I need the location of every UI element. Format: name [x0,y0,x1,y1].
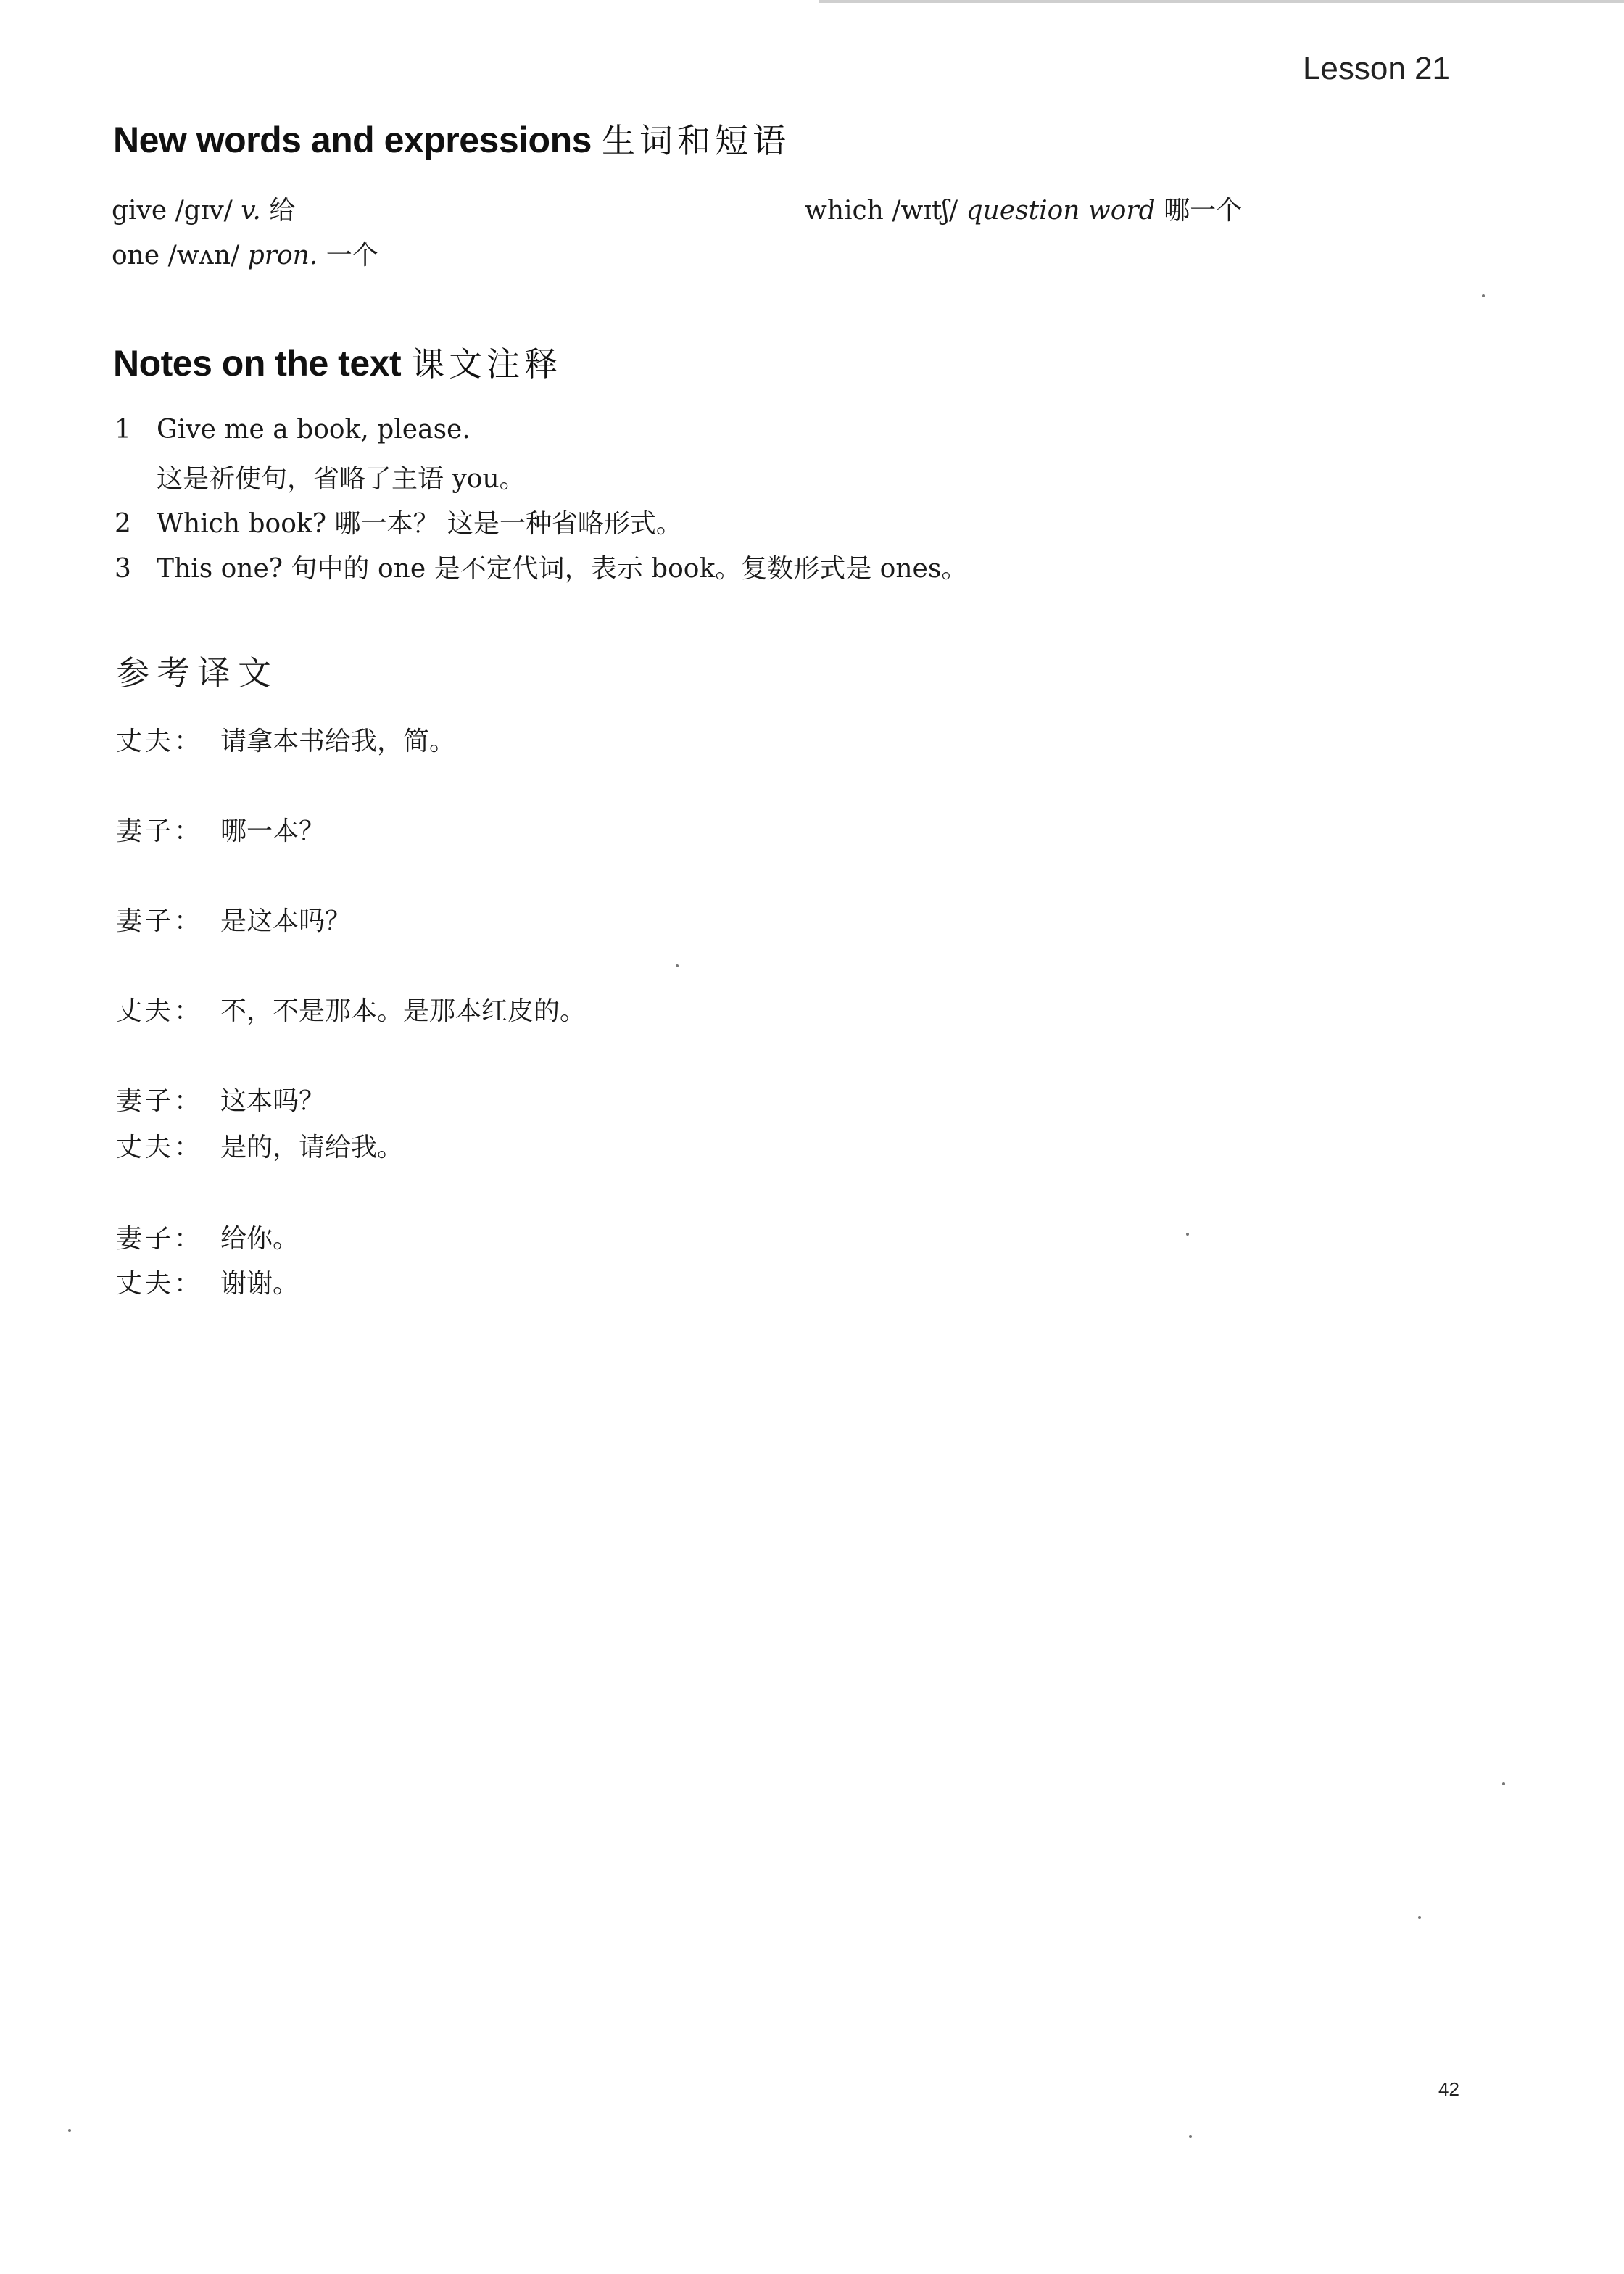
dialogue-line [116,991,586,1028]
dialogue-line [116,901,351,938]
dialogue-text: 哪一本？ [220,816,326,846]
note-text: Which book? 哪一本？ 这是一种省略形式。 [157,509,682,539]
speaker-label: 丈夫： [116,1133,204,1162]
dialogue-text: 是这本吗？ [220,906,352,936]
speaker-label: 丈夫： [116,996,204,1026]
vocab-entry-which [805,190,1242,227]
vocab-meaning: 给 [269,196,296,226]
new-words-title: New words and expressions [113,120,592,160]
vocab-word: give [112,196,167,226]
dialogue-line [116,721,455,758]
scan-speck [1186,1233,1189,1236]
vocab-phonetic: /wɪtʃ/ [892,196,958,226]
vocab-entry-one [112,235,378,272]
translation-title: 参考译文 [116,653,278,692]
vocab-word: which [805,196,884,226]
dialogue-text: 这本吗？ [220,1086,326,1116]
scan-speck [676,964,679,967]
scan-speck [1502,1782,1505,1785]
notes-title: Notes on the text [113,343,402,384]
scan-speck [1418,1916,1421,1919]
notes-title-cn: 课文注释 [411,344,563,384]
vocab-meaning: 哪一个 [1164,196,1243,226]
new-words-title-cn: 生词和短语 [601,121,790,160]
speaker-label: 妻子： [116,1086,204,1116]
dialogue-line [116,1218,299,1255]
vocab-pos: v. [241,196,261,226]
speaker-label: 妻子： [116,906,204,936]
vocab-entry-give [112,190,295,227]
dialogue-line [116,811,325,848]
note-item-2 [115,503,682,540]
note-item-1 [115,415,471,445]
vocab-phonetic: /wʌn/ [167,241,240,270]
dialogue-text: 谢谢。 [220,1269,299,1299]
dialogue-text: 是的，请给我。 [220,1133,404,1162]
dialogue-line [116,1127,403,1164]
scan-speck [1482,294,1485,297]
note-text: Give me a book, please. [157,415,471,445]
scan-speck [68,2129,71,2132]
dialogue-text: 不，不是那本。是那本红皮的。 [220,996,587,1026]
dialogue-text: 给你。 [220,1224,299,1254]
note-item-1-sub: 这是祈使句，省略了主语 you。 [157,464,526,494]
note-number: 2 [115,509,131,539]
speaker-label: 妻子： [116,816,204,846]
note-number: 3 [115,554,131,584]
vocab-meaning: 一个 [326,241,378,270]
speaker-label: 丈夫： [116,727,204,756]
vocab-pos: question word [966,196,1156,226]
note-number: 1 [115,415,131,445]
notes-heading [113,338,562,386]
lesson-label: Lesson 21 [1302,51,1450,86]
speaker-label: 妻子： [116,1224,204,1254]
page-number: 42 [1438,2078,1459,2100]
scan-speck [1189,2135,1192,2138]
note-text: This one? 句中的 one 是不定代词，表示 book。复数形式是 ones。 [157,554,968,584]
top-rule [819,0,1624,3]
speaker-label: 丈夫： [116,1269,204,1299]
dialogue-text: 请拿本书给我，简。 [220,727,456,756]
vocab-pos: pron. [247,241,318,270]
vocab-phonetic: /gɪv/ [175,196,233,226]
note-item-3 [115,548,967,585]
dialogue-line [116,1263,299,1300]
new-words-heading [113,115,790,162]
vocab-word: one [112,241,160,270]
dialogue-line [116,1080,325,1117]
